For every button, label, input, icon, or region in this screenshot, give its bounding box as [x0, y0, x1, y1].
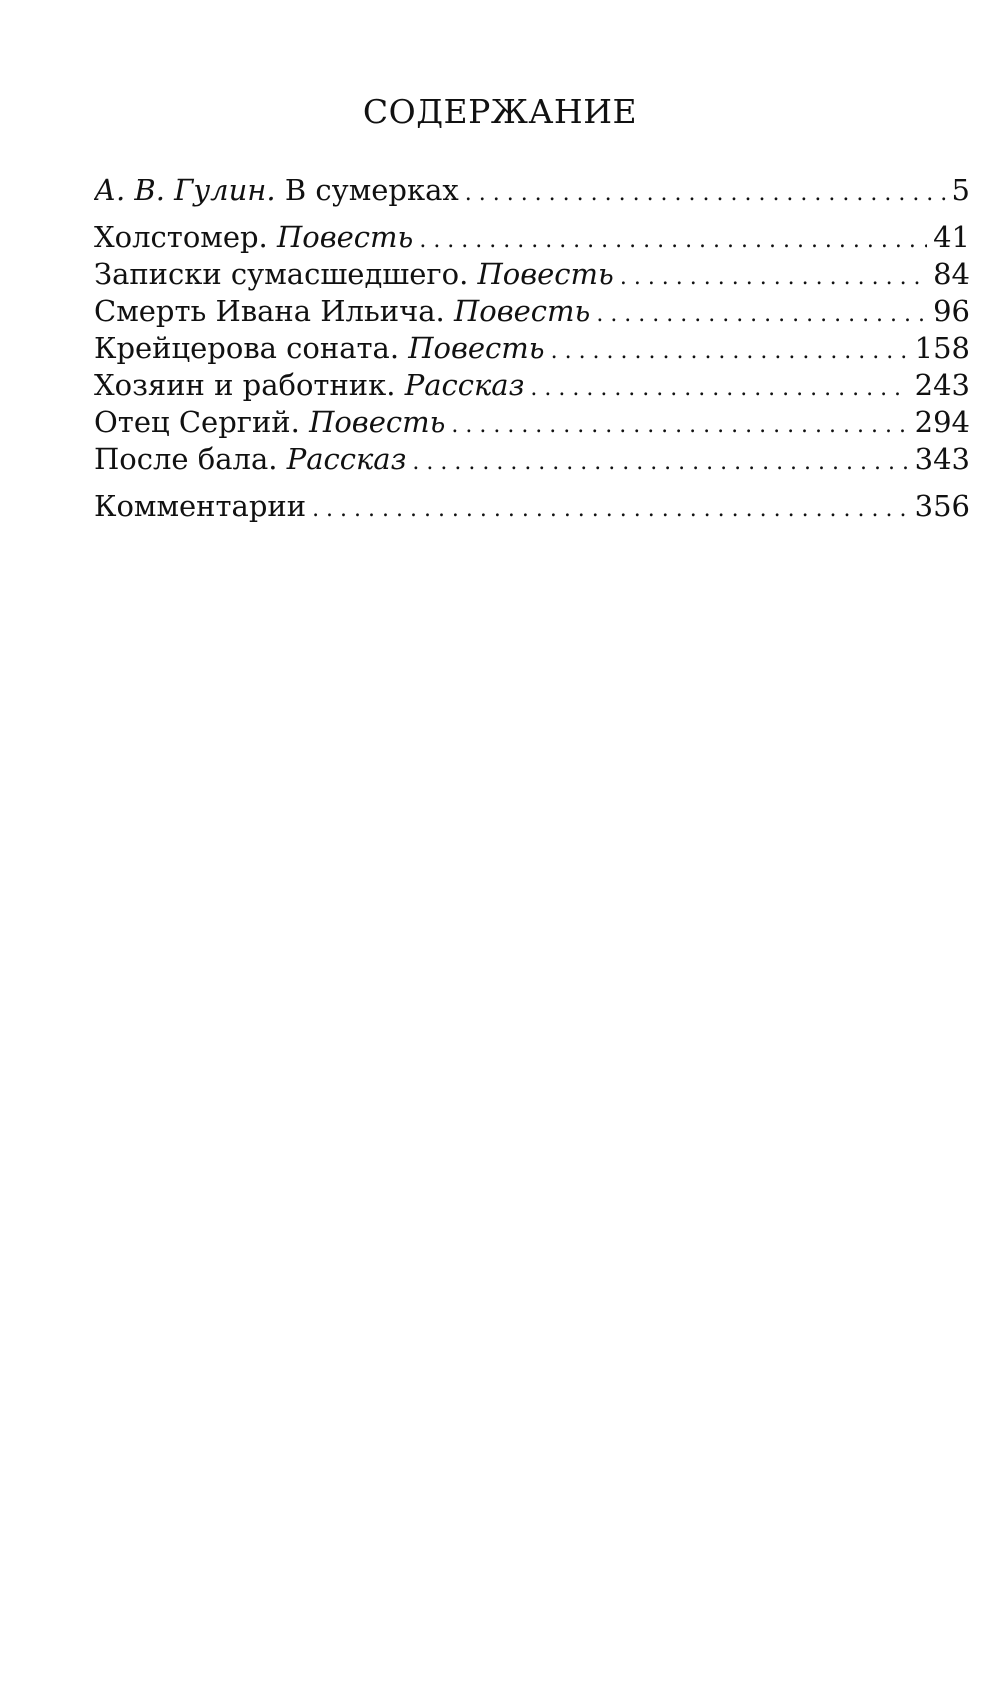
entry-genre: Повесть: [408, 331, 545, 365]
entry-text: [94, 404, 445, 441]
entry-genre: Рассказ: [404, 368, 525, 402]
entry-title: Хозяин и работник.: [94, 368, 396, 402]
entry-page-number: 158: [914, 331, 970, 365]
entry-genre: Повесть: [454, 294, 591, 328]
entry-page-number: 5: [951, 173, 970, 207]
toc-entry-otets-sergiy: [94, 404, 970, 441]
dot-leader: [465, 175, 946, 209]
toc-entry-kholstomer: [94, 219, 970, 256]
entry-page-number: 41: [933, 220, 970, 254]
entry-title: Записки сумасшедшего.: [94, 257, 469, 291]
page-title: СОДЕРЖАНИЕ: [362, 92, 638, 131]
entry-text: [94, 219, 413, 256]
toc-entry-khozyain-i-rabotnik: [94, 367, 970, 404]
toc-entry-posle-bala: [94, 441, 970, 478]
entry-title: Комментарии: [94, 489, 307, 523]
entry-title: Крейцерова соната.: [94, 331, 400, 365]
toc-entry-commentaries: [94, 488, 970, 525]
entry-text: [94, 367, 524, 404]
toc-entry-introduction: [94, 172, 970, 209]
dot-leader: [551, 333, 909, 367]
entry-text: [94, 330, 545, 367]
dot-leader: [451, 407, 908, 441]
entry-page-number: 84: [933, 257, 970, 291]
entry-page-number: 96: [933, 294, 970, 328]
entry-text: [94, 172, 459, 209]
dot-leader: [419, 222, 927, 256]
entry-text: [94, 441, 406, 478]
entry-genre: Рассказ: [286, 442, 407, 476]
toc-entry-kreitserova-sonata: [94, 330, 970, 367]
entry-page-number: 294: [914, 405, 970, 439]
dot-leader: [620, 259, 927, 293]
dot-leader: [530, 370, 908, 404]
entry-title: Холстомер.: [94, 220, 268, 254]
entry-genre: Повесть: [277, 220, 414, 254]
entry-title: В сумерках: [284, 173, 459, 207]
table-of-contents: [94, 172, 970, 525]
entry-title: После бала.: [94, 442, 278, 476]
entry-text: [94, 293, 590, 330]
entry-genre: Повесть: [477, 257, 614, 291]
toc-entry-zapiski: [94, 256, 970, 293]
entry-genre: Повесть: [309, 405, 446, 439]
entry-page-number: 243: [914, 368, 970, 402]
dot-leader: [596, 296, 927, 330]
entry-text: [94, 256, 614, 293]
entry-title: Смерть Ивана Ильича.: [94, 294, 445, 328]
entry-author: А. В. Гулин.: [94, 173, 276, 207]
entry-text: [94, 488, 306, 525]
entry-title: Отец Сергий.: [94, 405, 300, 439]
entry-page-number: 343: [914, 442, 970, 476]
entry-page-number: 356: [914, 489, 970, 523]
dot-leader: [412, 444, 908, 478]
dot-leader: [312, 491, 909, 525]
toc-entry-smert-ivana-ilyicha: [94, 293, 970, 330]
